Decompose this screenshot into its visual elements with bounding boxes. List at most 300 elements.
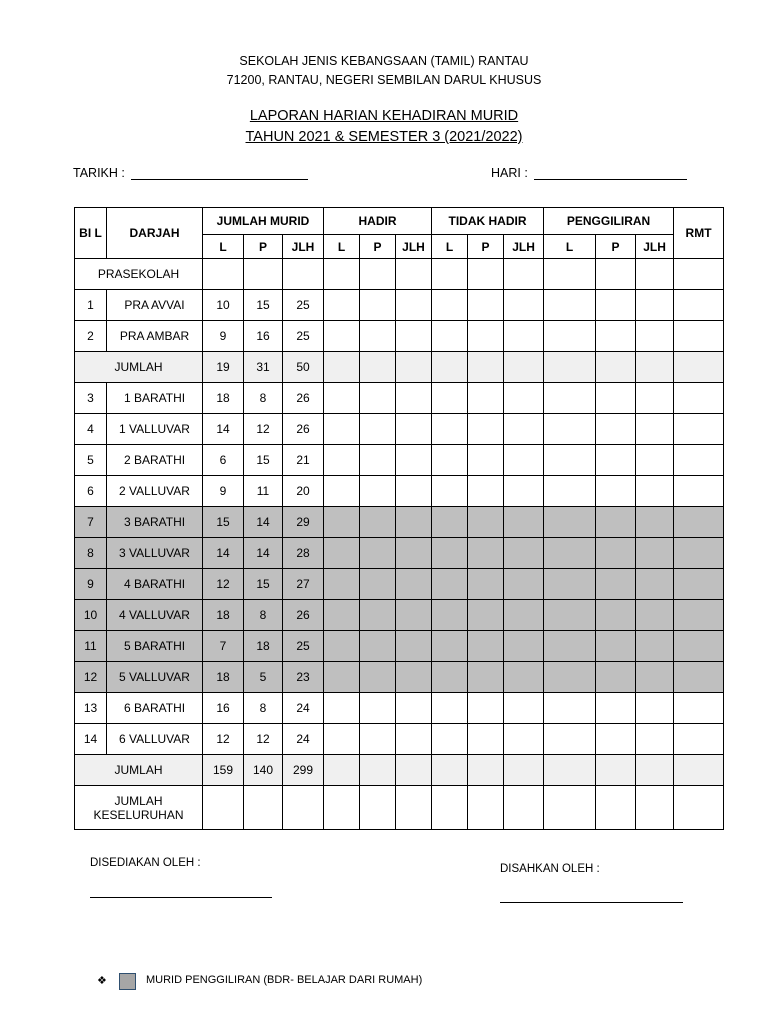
attendance-input-cell[interactable] [636,321,674,352]
attendance-input-cell[interactable] [432,290,468,321]
attendance-input-cell[interactable] [636,538,674,569]
attendance-input-cell[interactable] [360,569,396,600]
cell-darjah: 2 VALLUVAR [107,476,203,507]
cell-count-l: 7 [203,631,244,662]
attendance-input-cell[interactable] [544,414,596,445]
attendance-input-cell[interactable] [674,290,724,321]
class-row [75,662,724,693]
cell[interactable] [596,259,636,290]
attendance-input-cell[interactable] [636,693,674,724]
cell-bil: 4 [75,414,107,445]
cell-count-jlh: 29 [283,507,324,538]
cell-count-p: 12 [244,414,283,445]
cell-count-l: 12 [203,569,244,600]
cell-darjah: 1 VALLUVAR [107,414,203,445]
attendance-input-cell[interactable] [360,662,396,693]
attendance-input-cell[interactable] [596,724,636,755]
attendance-input-cell[interactable] [504,631,544,662]
subheader-l: L [203,235,244,259]
attendance-input-cell[interactable] [504,352,544,383]
attendance-input-cell[interactable] [636,786,674,830]
attendance-input-cell[interactable] [636,507,674,538]
total-label: JUMLAH [75,352,203,383]
attendance-input-cell[interactable] [504,755,544,786]
attendance-input-cell[interactable] [360,600,396,631]
cell-bil: 9 [75,569,107,600]
cell-darjah: 6 VALLUVAR [107,724,203,755]
attendance-input-cell[interactable] [468,445,504,476]
cell-count-p: 8 [244,600,283,631]
subheader-jlh: JLH [636,235,674,259]
attendance-input-cell[interactable] [596,538,636,569]
attendance-input-cell[interactable] [468,507,504,538]
cell-bil: 12 [75,662,107,693]
attendance-input-cell[interactable] [636,724,674,755]
attendance-input-cell[interactable] [544,600,596,631]
attendance-input-cell[interactable] [596,786,636,830]
cell[interactable] [360,259,396,290]
cell[interactable] [432,259,468,290]
cell-count-jlh: 23 [283,662,324,693]
attendance-input-cell[interactable] [636,383,674,414]
attendance-input-cell[interactable] [636,290,674,321]
attendance-input-cell[interactable] [468,693,504,724]
attendance-input-cell[interactable] [674,414,724,445]
cell-darjah: 2 BARATHI [107,445,203,476]
attendance-input-cell[interactable] [468,786,504,830]
attendance-input-cell[interactable] [596,414,636,445]
attendance-input-cell[interactable] [544,290,596,321]
cell-count-p: 11 [244,476,283,507]
attendance-input-cell[interactable] [360,507,396,538]
attendance-input-cell[interactable] [396,600,432,631]
legend-text: MURID PENGGILIRAN (BDR- BELAJAR DARI RUMAH) [146,974,423,986]
primary-total-row [75,755,724,786]
cell-count-l: 14 [203,538,244,569]
class-row [75,321,724,352]
attendance-input-cell[interactable] [396,538,432,569]
attendance-input-cell[interactable] [203,786,244,830]
attendance-input-cell[interactable] [468,352,504,383]
attendance-input-cell[interactable] [396,383,432,414]
subheader-jlh: JLH [504,235,544,259]
attendance-input-cell[interactable] [396,414,432,445]
attendance-input-cell[interactable] [468,290,504,321]
cell[interactable] [203,259,244,290]
class-row [75,414,724,445]
attendance-input-cell[interactable] [432,538,468,569]
attendance-input-cell[interactable] [674,662,724,693]
attendance-input-cell[interactable] [504,414,544,445]
attendance-input-cell[interactable] [360,290,396,321]
attendance-input-cell[interactable] [360,321,396,352]
cell-bil: 8 [75,538,107,569]
attendance-input-cell[interactable] [544,507,596,538]
attendance-input-cell[interactable] [432,662,468,693]
grand-total-row [75,786,724,830]
attendance-input-cell[interactable] [468,414,504,445]
attendance-input-cell[interactable] [544,755,596,786]
attendance-input-cell[interactable] [468,383,504,414]
attendance-input-cell[interactable] [544,352,596,383]
attendance-input-cell[interactable] [396,445,432,476]
attendance-input-cell[interactable] [504,724,544,755]
attendance-input-cell[interactable] [636,352,674,383]
attendance-input-cell[interactable] [360,445,396,476]
cell-darjah: 1 BARATHI [107,383,203,414]
cell-darjah: 3 VALLUVAR [107,538,203,569]
attendance-input-cell[interactable] [324,693,360,724]
cell-count-jlh: 24 [283,693,324,724]
attendance-input-cell[interactable] [468,538,504,569]
attendance-input-cell[interactable] [396,569,432,600]
attendance-input-cell[interactable] [360,631,396,662]
attendance-input-cell[interactable] [504,445,544,476]
attendance-input-cell[interactable] [432,724,468,755]
class-row [75,290,724,321]
class-row [75,383,724,414]
class-row [75,445,724,476]
attendance-input-cell[interactable] [396,507,432,538]
attendance-input-cell[interactable] [396,724,432,755]
attendance-input-cell[interactable] [504,786,544,830]
attendance-input-cell[interactable] [544,786,596,830]
cell-count-l: 18 [203,383,244,414]
cell-count-l: 10 [203,290,244,321]
total-l: 19 [203,352,244,383]
attendance-input-cell[interactable] [468,662,504,693]
attendance-input-cell[interactable] [596,631,636,662]
cell-count-p: 12 [244,724,283,755]
header-jumlah-murid: JUMLAH MURID [203,208,324,235]
cell-count-jlh: 28 [283,538,324,569]
cell-count-l: 9 [203,321,244,352]
cell-count-l: 15 [203,507,244,538]
attendance-input-cell[interactable] [396,755,432,786]
attendance-input-cell[interactable] [674,445,724,476]
attendance-input-cell[interactable] [636,662,674,693]
cell[interactable] [544,259,596,290]
school-name: SEKOLAH JENIS KEBANGSAAN (TAMIL) RANTAU [239,54,529,68]
cell-darjah: 5 BARATHI [107,631,203,662]
attendance-input-cell[interactable] [544,538,596,569]
attendance-input-cell[interactable] [432,321,468,352]
total-l: 159 [203,755,244,786]
attendance-input-cell[interactable] [324,507,360,538]
subheader-jlh: JLH [396,235,432,259]
cell-count-p: 15 [244,290,283,321]
attendance-input-cell[interactable] [324,383,360,414]
attendance-input-cell[interactable] [324,445,360,476]
cell-bil: 14 [75,724,107,755]
cell-count-l: 14 [203,414,244,445]
attendance-input-cell[interactable] [360,476,396,507]
class-row [75,693,724,724]
attendance-input-cell[interactable] [396,321,432,352]
attendance-input-cell[interactable] [504,538,544,569]
day-field-line[interactable] [534,179,687,180]
attendance-input-cell[interactable] [432,445,468,476]
cell-count-l: 12 [203,724,244,755]
attendance-input-cell[interactable] [544,693,596,724]
cell-count-p: 8 [244,693,283,724]
attendance-input-cell[interactable] [432,631,468,662]
cell-count-l: 6 [203,445,244,476]
attendance-input-cell[interactable] [504,321,544,352]
attendance-input-cell[interactable] [396,476,432,507]
attendance-input-cell[interactable] [468,600,504,631]
attendance-input-cell[interactable] [324,569,360,600]
attendance-input-cell[interactable] [396,693,432,724]
attendance-input-cell[interactable] [674,724,724,755]
attendance-input-cell[interactable] [360,414,396,445]
attendance-input-cell[interactable] [396,631,432,662]
attendance-input-cell[interactable] [636,600,674,631]
attendance-input-cell[interactable] [596,383,636,414]
attendance-input-cell[interactable] [504,476,544,507]
attendance-input-cell[interactable] [674,507,724,538]
attendance-table [74,207,724,830]
attendance-input-cell[interactable] [324,321,360,352]
attendance-input-cell[interactable] [674,569,724,600]
attendance-input-cell[interactable] [432,352,468,383]
total-p: 31 [244,352,283,383]
attendance-input-cell[interactable] [360,352,396,383]
cell[interactable] [636,259,674,290]
cell[interactable] [504,259,544,290]
cell-count-p: 15 [244,445,283,476]
prepared-by-signature-line[interactable] [90,897,272,898]
attendance-input-cell[interactable] [596,600,636,631]
attendance-input-cell[interactable] [596,476,636,507]
attendance-input-cell[interactable] [324,290,360,321]
attendance-input-cell[interactable] [324,538,360,569]
attendance-input-cell[interactable] [504,507,544,538]
attendance-input-cell[interactable] [544,476,596,507]
cell-count-l: 9 [203,476,244,507]
attendance-input-cell[interactable] [432,414,468,445]
attendance-input-cell[interactable] [324,476,360,507]
cell-count-p: 14 [244,538,283,569]
cell[interactable] [324,259,360,290]
attendance-input-cell[interactable] [360,786,396,830]
attendance-input-cell[interactable] [596,290,636,321]
cell-darjah: 3 BARATHI [107,507,203,538]
cell-count-jlh: 26 [283,414,324,445]
header-penggiliran: PENGGILIRAN [544,208,674,235]
attendance-input-cell[interactable] [360,755,396,786]
attendance-input-cell[interactable] [504,569,544,600]
cell-count-jlh: 20 [283,476,324,507]
subheader-p: P [468,235,504,259]
cell-count-jlh: 26 [283,600,324,631]
report-subtitle: TAHUN 2021 & SEMESTER 3 (2021/2022) [245,129,523,145]
cell-darjah: PRA AVVAI [107,290,203,321]
attendance-input-cell[interactable] [324,662,360,693]
attendance-input-cell[interactable] [468,476,504,507]
cell-darjah: PRA AMBAR [107,321,203,352]
attendance-input-cell[interactable] [504,662,544,693]
grand-total-label: JUMLAH KESELURUHAN [75,786,203,830]
attendance-input-cell[interactable] [596,321,636,352]
cell-bil: 13 [75,693,107,724]
date-field-line[interactable] [131,179,308,180]
total-p: 140 [244,755,283,786]
attendance-input-cell[interactable] [636,445,674,476]
header-tidak-hadir: TIDAK HADIR [432,208,544,235]
cell-count-jlh: 24 [283,724,324,755]
attendance-input-cell[interactable] [468,755,504,786]
attendance-input-cell[interactable] [596,352,636,383]
attendance-input-cell[interactable] [504,693,544,724]
cell-bil: 3 [75,383,107,414]
attendance-input-cell[interactable] [432,693,468,724]
attendance-input-cell[interactable] [504,383,544,414]
header-darjah: DARJAH [107,208,203,259]
attendance-input-cell[interactable] [360,538,396,569]
attendance-input-cell[interactable] [674,755,724,786]
attendance-input-cell[interactable] [674,383,724,414]
attendance-input-cell[interactable] [544,662,596,693]
cell-bil: 10 [75,600,107,631]
attendance-input-cell[interactable] [636,414,674,445]
attendance-input-cell[interactable] [596,662,636,693]
attendance-input-cell[interactable] [283,786,324,830]
attendance-input-cell[interactable] [674,538,724,569]
cell-bil: 5 [75,445,107,476]
preschool-label: PRASEKOLAH [75,259,203,290]
cell[interactable] [674,259,724,290]
class-row [75,569,724,600]
attendance-input-cell[interactable] [674,631,724,662]
attendance-input-cell[interactable] [324,631,360,662]
subheader-p: P [360,235,396,259]
preschool-section-row [75,259,724,290]
attendance-input-cell[interactable] [324,352,360,383]
attendance-input-cell[interactable] [674,476,724,507]
attendance-input-cell[interactable] [636,476,674,507]
attendance-input-cell[interactable] [432,600,468,631]
attendance-input-cell[interactable] [544,383,596,414]
attendance-input-cell[interactable] [396,662,432,693]
attendance-input-cell[interactable] [244,786,283,830]
cell-bil: 11 [75,631,107,662]
attendance-input-cell[interactable] [504,290,544,321]
attendance-input-cell[interactable] [396,352,432,383]
class-row [75,538,724,569]
attendance-input-cell[interactable] [432,507,468,538]
attendance-input-cell[interactable] [504,600,544,631]
attendance-input-cell[interactable] [596,569,636,600]
attendance-input-cell[interactable] [432,786,468,830]
report-title: LAPORAN HARIAN KEHADIRAN MURID [249,108,519,124]
attendance-input-cell[interactable] [324,786,360,830]
attendance-input-cell[interactable] [596,445,636,476]
attendance-input-cell[interactable] [360,724,396,755]
attendance-input-cell[interactable] [468,569,504,600]
attendance-input-cell[interactable] [432,569,468,600]
attendance-input-cell[interactable] [674,693,724,724]
header-rmt: RMT [674,208,724,259]
attendance-input-cell[interactable] [674,321,724,352]
cell-count-l: 18 [203,600,244,631]
cell-count-l: 18 [203,662,244,693]
subheader-l: L [544,235,596,259]
attendance-input-cell[interactable] [432,755,468,786]
total-jlh: 50 [283,352,324,383]
cell-count-l: 16 [203,693,244,724]
legend-bullet-icon: ❖ [97,975,107,987]
cell-count-jlh: 26 [283,383,324,414]
cell-count-p: 8 [244,383,283,414]
attendance-input-cell[interactable] [544,631,596,662]
cell-count-jlh: 27 [283,569,324,600]
approved-by-label: DISAHKAN OLEH : [500,863,600,875]
total-label: JUMLAH [75,755,203,786]
cell-darjah: 4 VALLUVAR [107,600,203,631]
cell-count-jlh: 21 [283,445,324,476]
subheader-p: P [244,235,283,259]
header-bil: BI L [75,208,107,259]
attendance-input-cell[interactable] [468,724,504,755]
attendance-input-cell[interactable] [596,693,636,724]
attendance-input-cell[interactable] [396,290,432,321]
cell-count-p: 5 [244,662,283,693]
attendance-input-cell[interactable] [636,755,674,786]
attendance-input-cell[interactable] [324,600,360,631]
cell-count-jlh: 25 [283,631,324,662]
attendance-input-cell[interactable] [544,321,596,352]
attendance-input-cell[interactable] [324,414,360,445]
cell-count-jlh: 25 [283,290,324,321]
attendance-input-cell[interactable] [360,693,396,724]
class-row [75,724,724,755]
attendance-input-cell[interactable] [636,631,674,662]
cell-bil: 2 [75,321,107,352]
attendance-input-cell[interactable] [636,569,674,600]
cell-count-p: 16 [244,321,283,352]
approved-by-signature-line[interactable] [500,902,683,903]
attendance-input-cell[interactable] [360,383,396,414]
attendance-input-cell[interactable] [544,569,596,600]
class-row [75,507,724,538]
attendance-input-cell[interactable] [674,600,724,631]
cell[interactable] [468,259,504,290]
attendance-input-cell[interactable] [468,631,504,662]
cell[interactable] [396,259,432,290]
attendance-input-cell[interactable] [468,321,504,352]
attendance-input-cell[interactable] [544,445,596,476]
class-row [75,631,724,662]
cell-bil: 7 [75,507,107,538]
attendance-input-cell[interactable] [324,724,360,755]
attendance-input-cell[interactable] [674,786,724,830]
attendance-input-cell[interactable] [396,786,432,830]
attendance-input-cell[interactable] [674,352,724,383]
attendance-input-cell[interactable] [324,755,360,786]
attendance-input-cell[interactable] [544,724,596,755]
attendance-input-cell[interactable] [596,507,636,538]
cell[interactable] [244,259,283,290]
cell-count-p: 14 [244,507,283,538]
cell-count-p: 18 [244,631,283,662]
attendance-input-cell[interactable] [432,476,468,507]
attendance-input-cell[interactable] [432,383,468,414]
cell[interactable] [283,259,324,290]
cell-darjah: 6 BARATHI [107,693,203,724]
attendance-input-cell[interactable] [596,755,636,786]
school-address: 71200, RANTAU, NEGERI SEMBILAN DARUL KHUSUS [226,73,542,87]
